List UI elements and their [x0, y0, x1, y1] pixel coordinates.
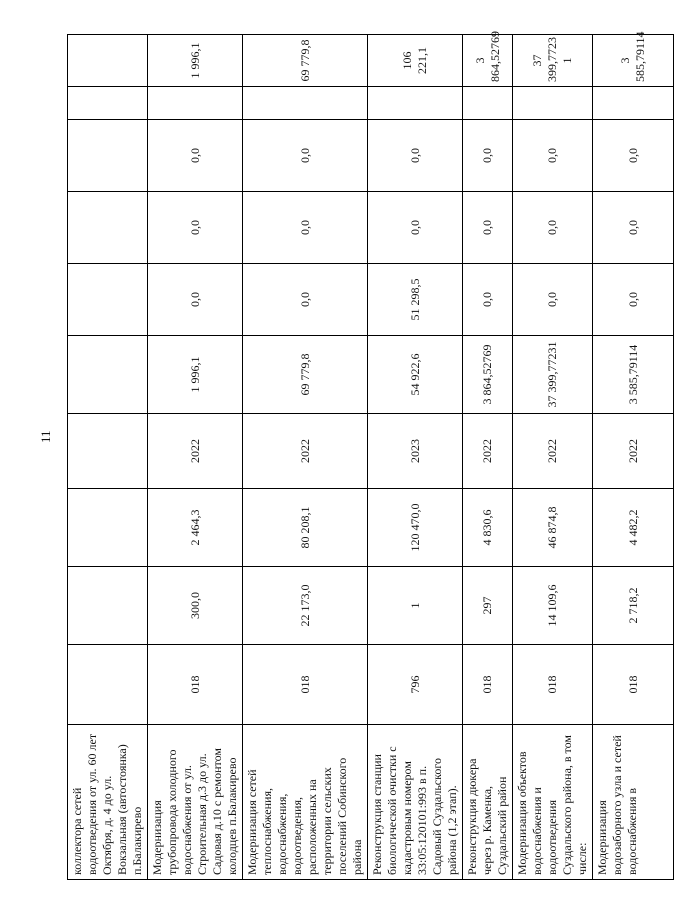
quantity: [68, 567, 148, 645]
year: 2022: [463, 414, 513, 489]
empty-cell: [463, 87, 513, 120]
value-2024: [68, 192, 148, 264]
value-2022: 69 779,8: [243, 336, 368, 414]
rotated-table-wrapper: [67, 31, 647, 880]
value-2025: 0,0: [368, 120, 463, 192]
total-cost: [68, 489, 148, 567]
value-2024: 0,0: [368, 192, 463, 264]
total-cost: 46 874,8: [513, 489, 593, 567]
empty-cell: [593, 87, 674, 120]
table-row: [368, 35, 463, 880]
value-2022: [68, 336, 148, 414]
quantity: 14 109,6: [513, 567, 593, 645]
year: 2023: [368, 414, 463, 489]
value-2025: 0,0: [243, 120, 368, 192]
value-2022: 3 585,79114: [593, 336, 674, 414]
value-2022: 37 399,77231: [513, 336, 593, 414]
value-2022: 1 996,1: [148, 336, 243, 414]
year: 2022: [593, 414, 674, 489]
quantity: 1: [368, 567, 463, 645]
unit-code: 796: [368, 645, 463, 725]
row-name: Модернизация трубопровода холодного водоснабжения от ул. Строительная д.3 до ул. Садовая д.10 с ремонтом колодцев п.Балакирево: [148, 725, 243, 880]
row-total: 69 779,8: [243, 35, 368, 87]
table-row: [68, 35, 148, 880]
table-row: [148, 35, 243, 880]
empty-cell: [148, 87, 243, 120]
row-name: Модернизация сетей теплоснабжения, водоснабжения, водоотведения, расположенных на территории сельских поселений Собинского района: [243, 725, 368, 880]
investment-table: [67, 31, 674, 880]
value-2025: [68, 120, 148, 192]
row-total: 106 221,1: [368, 35, 463, 87]
empty-cell: [68, 87, 148, 120]
unit-code: 018: [513, 645, 593, 725]
empty-cell: [243, 87, 368, 120]
table-row: [463, 35, 513, 880]
value-2024: 0,0: [148, 192, 243, 264]
value-2024: 0,0: [243, 192, 368, 264]
year: 2022: [243, 414, 368, 489]
quantity: 300,0: [148, 567, 243, 645]
total-cost: 4 482,2: [593, 489, 674, 567]
unit-code: 018: [148, 645, 243, 725]
value-2022: 3 864,52769: [463, 336, 513, 414]
value-2025: 0,0: [463, 120, 513, 192]
row-name: Модернизация водозаборного узла и сетей водоснабжения в: [593, 725, 674, 880]
table-row: [593, 35, 674, 880]
table-row: [243, 35, 368, 880]
year: 2022: [513, 414, 593, 489]
unit-code: [68, 645, 148, 725]
value-2023: [68, 264, 148, 336]
value-2024: 0,0: [593, 192, 674, 264]
value-2025: 0,0: [148, 120, 243, 192]
value-2024: 0,0: [463, 192, 513, 264]
total-cost: 80 208,1: [243, 489, 368, 567]
year: [68, 414, 148, 489]
total-cost: 4 830,6: [463, 489, 513, 567]
row-total: 37 399,7723 1: [513, 35, 593, 87]
value-2023: 0,0: [593, 264, 674, 336]
value-2023: 51 298,5: [368, 264, 463, 336]
row-name: коллектора сетей водоотведения от ул. 60 лет Октября, д. 4 до ул. Вокзальная (автостоянка) п.Балакирево: [68, 725, 148, 880]
unit-code: 018: [593, 645, 674, 725]
value-2025: 0,0: [593, 120, 674, 192]
row-total: [68, 35, 148, 87]
row-total: 3 864,52769: [463, 35, 513, 87]
table-row: [513, 35, 593, 880]
value-2025: 0,0: [513, 120, 593, 192]
row-name: Модернизация объектов водоснабжения и водоотведения Суздальского района, в том числе:: [513, 725, 593, 880]
total-cost: 2 464,3: [148, 489, 243, 567]
value-2023: 0,0: [513, 264, 593, 336]
empty-cell: [368, 87, 463, 120]
unit-code: 018: [463, 645, 513, 725]
total-cost: 120 470,0: [368, 489, 463, 567]
value-2022: 54 922,6: [368, 336, 463, 414]
row-name: Реконструкция дюкера через р. Каменка, Суздальский район: [463, 725, 513, 880]
row-total: 1 996,1: [148, 35, 243, 87]
quantity: 297: [463, 567, 513, 645]
year: 2022: [148, 414, 243, 489]
unit-code: 018: [243, 645, 368, 725]
row-name: Реконструкция станции биологической очистки с кадастровым номером 33:05:120101:993 в п. Садовый Суздальского района (1,2 этап).: [368, 725, 463, 880]
page-number: 11: [38, 430, 53, 443]
quantity: 2 718,2: [593, 567, 674, 645]
value-2023: 0,0: [463, 264, 513, 336]
empty-cell: [513, 87, 593, 120]
row-total: 3 585,79114: [593, 35, 674, 87]
value-2024: 0,0: [513, 192, 593, 264]
value-2023: 0,0: [148, 264, 243, 336]
quantity: 22 173,0: [243, 567, 368, 645]
value-2023: 0,0: [243, 264, 368, 336]
